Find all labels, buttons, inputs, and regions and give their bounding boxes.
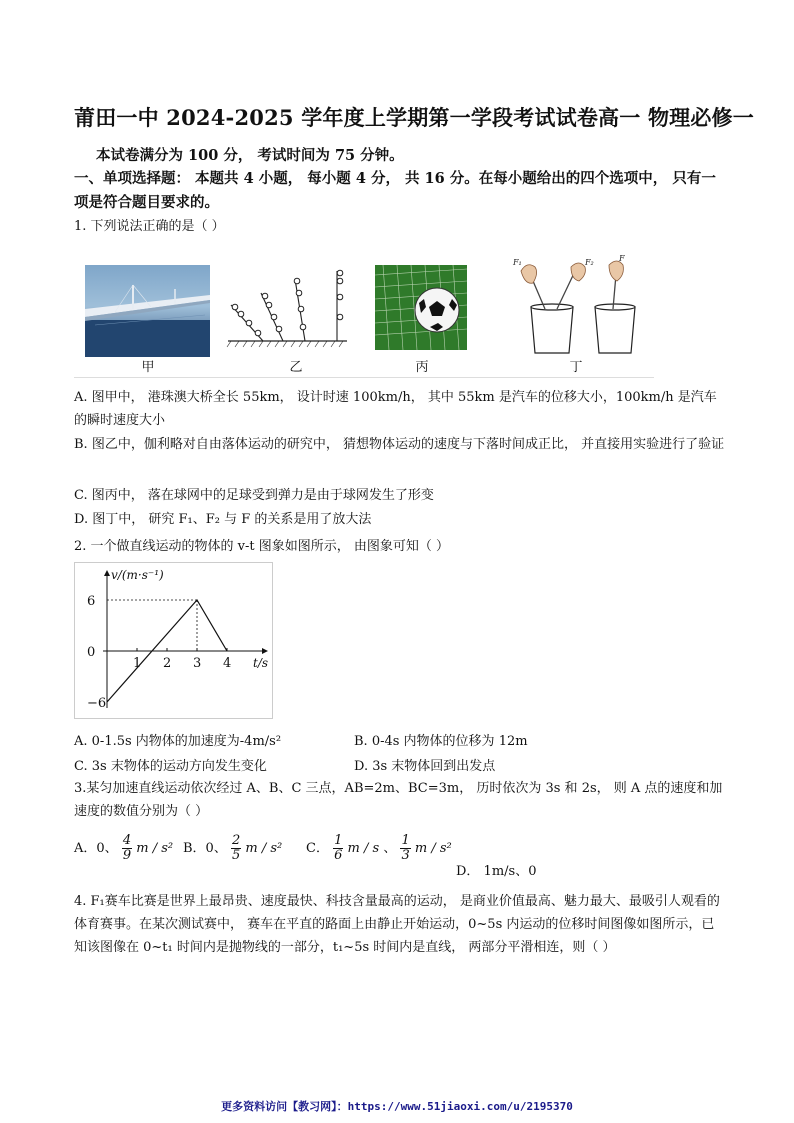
force-label-f1: F₁ <box>513 258 522 267</box>
q3-option-a <box>74 834 173 863</box>
x-axis-label: t/s <box>253 656 269 670</box>
soccer-ball-net-photo <box>375 265 467 350</box>
q3-c-separator: 、 <box>383 841 397 856</box>
q1-option-b: B. 图乙中，伽利略对自由落体运动的研究中， 猜想物体运动的速度与下落时间成正比， 并直接用实验进行了验证 <box>74 437 725 452</box>
q3-option-d: D． 1m/s、0 <box>456 864 537 879</box>
q2-option-d: D. 3s 末物体回到出发点 <box>354 759 496 774</box>
section-heading: 一、单项选择题： 本题共 4 小题， 每小题 4 分， 共 16 分。在每小题给出的四个选项中， 只有一项是符合题目要求的。 <box>74 170 716 211</box>
x-tick-label: 4 <box>223 656 232 671</box>
caption-yi: 乙 <box>289 360 303 375</box>
q3-c-fraction-2: $\frac{1}{3}$ <box>401 833 410 863</box>
y-tick-label: −6 <box>87 696 107 711</box>
caption-jia: 甲 <box>141 360 155 375</box>
q3-c-unit-2: m / s² <box>414 841 452 856</box>
x-tick-label: 1 <box>133 656 142 671</box>
y-tick-label: 6 <box>87 594 96 609</box>
q3-b-unit: m / s² <box>245 841 283 856</box>
x-tick-label: 3 <box>193 656 202 671</box>
force-cups-diagram <box>505 253 645 357</box>
caption-ding: 丁 <box>569 360 583 375</box>
q3-c-unit-1: m / s <box>347 841 380 856</box>
galileo-incline-diagram <box>225 265 350 350</box>
footer-link[interactable]: 更多资料访问【教习网】：https://www.51jiaoxi.com/u/2195370 <box>221 1100 573 1113</box>
q3-c-fraction-1: $\frac{1}{6}$ <box>334 833 343 863</box>
force-label-f: F <box>619 254 625 263</box>
page-title: 莆田一中 2024-2025 学年度上学期第一学段考试试卷高一 物理必修一 <box>74 105 754 130</box>
q3-c-label: C． <box>306 841 329 856</box>
q3-b-fraction: $\frac{2}{5}$ <box>231 833 241 863</box>
question-3-stem: 3.某匀加速直线运动依次经过 A、B、C 三点，AB=2m、BC=3m， 历时依次为 3s 和 2s， 则 A 点的速度和加速度的数值分别为（ ） <box>74 781 723 819</box>
guide-lines <box>107 600 197 651</box>
bridge-photo <box>85 265 210 357</box>
q2-option-a: A. 0-1.5s 内物体的加速度为-4m/s² <box>74 734 282 749</box>
q3-option-c <box>306 834 452 863</box>
q3-b-label: B．0、 <box>183 841 227 856</box>
q3-a-fraction: $\frac{4}{9}$ <box>122 833 132 863</box>
force-label-f2: F₂ <box>585 258 594 267</box>
y-tick-label: 0 <box>87 645 96 660</box>
question-4-stem: 4. F₁赛车比赛是世界上最昂贵、速度最快、科技含量最高的运动， 是商业价值最高、魅力最大、最吸引人观看的体育赛事。在某次测试赛中， 赛车在平直的路面上由静止开始运动，0~5s 内运动的位移时间图像如图所示，已知该图像在 0~t₁ 时间内是抛物线的一部分，t₁~5s 时间内是直线， 两部分平滑相连，则（ ） <box>74 894 720 955</box>
q3-option-b <box>183 834 282 863</box>
q2-option-b: B. 0-4s 内物体的位移为 12m <box>354 734 528 749</box>
vt-graph <box>74 562 273 719</box>
question-2-stem: 2. 一个做直线运动的物体的 v-t 图象如图所示， 由图象可知（ ） <box>74 539 450 554</box>
q1-option-c: C. 图丙中， 落在球网中的足球受到弹力是由于球网发生了形变 <box>74 488 434 503</box>
q2-option-c: C. 3s 末物体的运动方向发生变化 <box>74 759 267 774</box>
x-tick-label: 2 <box>163 656 172 671</box>
q1-option-d: D. 图丁中， 研究 F₁、F₂ 与 F 的关系是用了放大法 <box>74 512 372 527</box>
question-1-stem: 1. 下列说法正确的是（ ） <box>74 219 225 234</box>
y-axis-label: v/(m·s⁻¹) <box>111 568 164 582</box>
figure-divider <box>74 377 654 378</box>
q3-a-label: A．0、 <box>74 841 118 856</box>
q1-option-a: A. 图甲中， 港珠澳大桥全长 55km， 设计时速 100km/h， 其中 55km 是汽车的位移大小，100km/h 是汽车的瞬时速度大小 <box>74 390 717 428</box>
caption-bing: 丙 <box>415 360 429 375</box>
q3-a-unit: m / s² <box>136 841 174 856</box>
exam-intro: 本试卷满分为 100 分， 考试时间为 75 分钟。 <box>96 147 404 164</box>
